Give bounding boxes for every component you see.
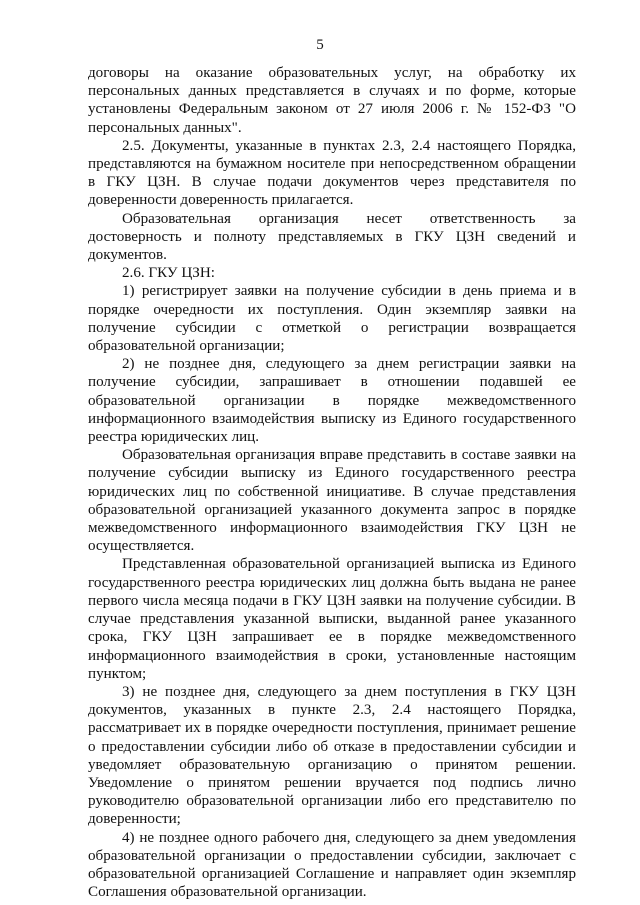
paragraph-2-5: 2.5. Документы, указанные в пунктах 2.3, 2.4 настоящего Порядка, представляются на бумажном носителе при непосредственном обращении в ГКУ ЦЗН. В случае подачи документов через представителя по доверенности доверенность прилагается. [88,137,576,209]
list-item-1: 1) регистрирует заявки на получение субсидии в день приема и в порядке очередности их поступления. Один экземпляр заявки на получение субсидии с отметкой о регистрации возвращается образовательной организации; [88,283,576,355]
document-body [88,64,576,901]
list-item-4: 4) не позднее одного рабочего дня, следующего за днем уведомления образовательной организации о предоставлении субсидии, заключает с образовательной организацией Соглашение и направляет один экземпляр Соглашения образовательной организации. [88,829,576,901]
list-item-2: 2) не позднее дня, следующего за днем регистрации заявки на получение субсидии, запрашивает в отношении подавшей ее образовательной организации в порядке межведомственного информационного взаимодействия выписку из Единого государственного реестра юридических лиц. [88,356,576,446]
page-number: 5 [316,37,324,53]
section-2-6-heading: 2.6. ГКУ ЦЗН: [122,265,215,282]
paragraph-extract-initiative: Образовательная организация вправе представить в составе заявки на получение субсидии выписку из Единого государственного реестра юридических лиц по собственной инициативе. В случае представления образовательной организацией указанного документа запрос в порядке межведомственного информационного взаимодействия ГКУ ЦЗН не осуществляется. [88,447,576,555]
paragraph-continuation: договоры на оказание образовательных услуг, на обработку их персональных данных представляется в случаях и по форме, которые установлены Федеральным законом от 27 июля 2006 г. № 152-ФЗ "О персональных данных". [88,65,576,136]
paragraph-responsibility: Образовательная организация несет ответственность за достоверность и полноту представляемых в ГКУ ЦЗН сведений и документов. [88,210,576,264]
list-item-3: 3) не позднее дня, следующего за днем поступления в ГКУ ЦЗН документов, указанных в пункте 2.3, 2.4 настоящего Порядка, рассматривает их в порядке очередности поступления, принимает решение о предоставлении субсидии либо об отказе в предоставлении субсидии и уведомляет образовательную организацию о принятом решении. Уведомление о принятом решении вручается под подпись лично руководителю образовательной организации либо его представителю по доверенности; [88,683,576,828]
paragraph-extract-validity: Представленная образовательной организацией выписка из Единого государственного реестра юридических лиц должна быть выдана не ранее первого числа месяца подачи в ГКУ ЦЗН заявки на получение субсидии. В случае представления указанной выписки, выданной ранее указанного срока, ГКУ ЦЗН запрашивает ее в порядке межведомственного информационного взаимодействия в сроки, установленные настоящим пунктом; [88,556,576,682]
